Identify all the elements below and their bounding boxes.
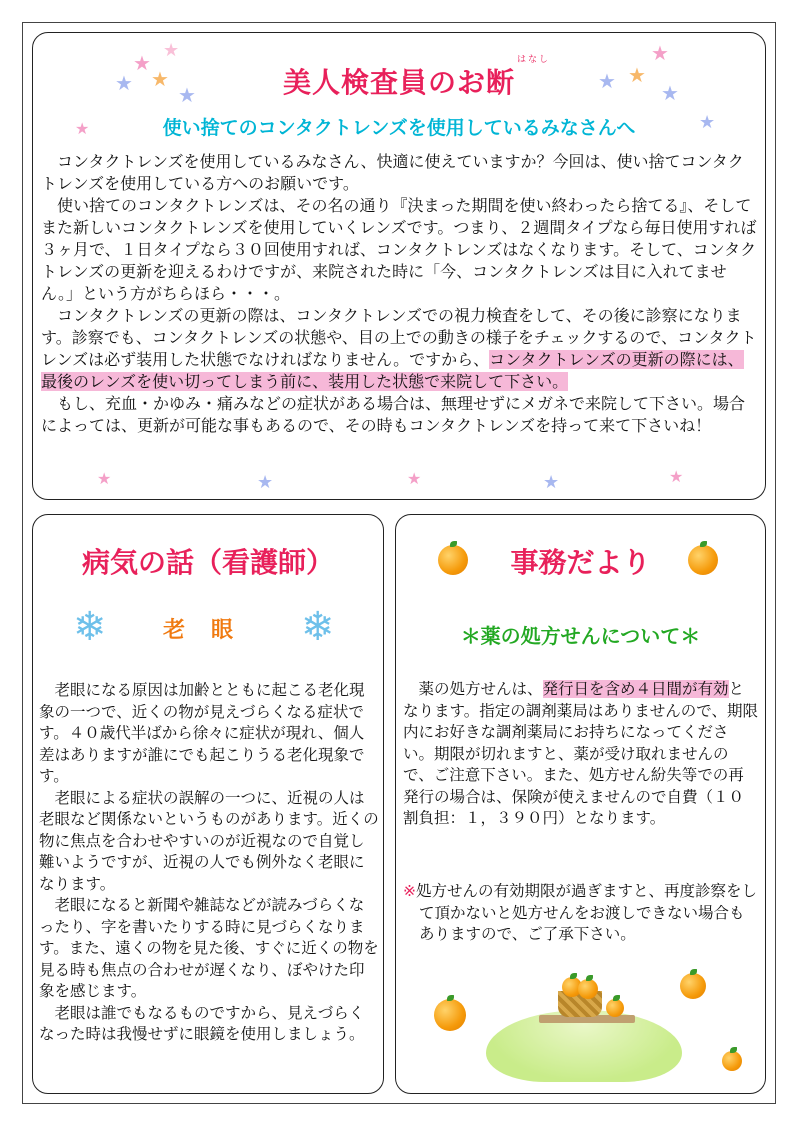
right-paragraph-text: 薬の処方せんは、 [418,680,543,698]
orange-icon [722,1051,742,1071]
right-title: 事務だより [510,546,651,579]
star-icon: ★ [133,51,151,75]
star-icon: ★ [97,469,112,488]
star-icon: ★ [669,467,684,486]
note [403,881,759,946]
top-paragraph-text: コンタクトレンズの更新の際は、コンタクトレンズでの視力検査をして、その後に診察になります。診察でも、コンタクトレンズの状態や、目の上での動きの様子をチェックするので、コンタクトレンズは必ず装用した状態でなければなりません。ですから、 [41,306,757,369]
top-paragraph [41,305,759,393]
top-paragraph: コンタクトレンズを使用しているみなさん、快適に使えていますか？今回は、使い捨てコンタクトレンズを使用している方へのお願いです。 [41,152,744,193]
star-icon: ★ [257,472,274,493]
right-body [403,679,759,830]
orange-icon [578,979,598,999]
left-subtitle: 老眼 [163,618,260,643]
star-icon: ★ [407,469,422,488]
star-icon: ★ [598,69,616,93]
star-icon: ★ [628,63,646,87]
note-mark: ※ [403,882,416,900]
top-paragraph: もし、充血・かゆみ・痛みなどの症状がある場合は、無理せずにメガネで来院して下さい。場合によっては、更新が可能な事もあるので、その時もコンタクトレンズを持って来て下さいね！ [41,394,746,435]
top-section [32,32,766,500]
left-title: 病気の話（看護師） [81,546,334,579]
star-icon: ★ [75,119,90,138]
star-icon: ★ [651,41,669,65]
orange-icon [606,999,624,1017]
right-subtitle: ＊薬の処方せんについて＊ [460,624,701,648]
left-paragraph: 老眼になると新聞や雑誌などが読みづらくなったり、字を書いたりする時に見づらくなります。また、遠くの物を見た後、すぐに近くの物を見る時も焦点の合わせが遅くなり、ぼやけた印象を感じます。 [39,896,379,1000]
highlighted-text: 発行日を含め４日間が有効 [542,680,729,698]
note-text: 処方せんの有効期限が過ぎますと、再度診察をして頂かないと処方せんをお渡しできない場合もありますので、ご了承下さい。 [416,882,758,943]
snowflake-icon: ❄ [301,604,335,650]
top-paragraph: 使い捨てのコンタクトレンズは、その名の通り『決まった期間を使い終わったら捨てる』、そしてまた新しいコンタクトレンズを使用していくレンズです。つまり、２週間タイプなら毎日使用すれば３ヶ月で、１日タイプなら３０回使用すれば、コンタクトレンズはなくなります。そして、コンタクトレンズの更新を迎えるわけですが、来院された時に「今、コンタクトレンズは目に入れてません。」という方がちらほら・・・。 [41,196,757,303]
title-ruby: はなし [517,55,551,65]
highlighted-text: コンタクトレンズの更新の際には、最後のレンズを使い切ってしまう前に、装用した状態で来院して下さい。 [41,350,744,391]
star-icon: ★ [178,83,196,107]
right-paragraph-text: となります。指定の調剤薬局はありませんので、期限内にお好きな調剤薬局にお持ちになってください。期限が切れますと、薬が受け取れませんので、ご注意下さい。また、処方せん紛失等での再発行の場合は、保険が使えませんので自費（１０割負担：１，３９０円）となります。 [403,680,758,827]
star-icon: ★ [151,67,169,91]
left-body [39,680,379,1046]
top-body [41,151,759,437]
star-icon: ★ [115,71,133,95]
top-subtitle: 使い捨てのコンタクトレンズを使用しているみなさんへ [162,117,636,139]
orange-icon [434,999,466,1031]
star-icon: ★ [699,112,716,133]
left-paragraph: 老眼になる原因は加齢とともに起こる老化現象の一つで、近くの物が見えづらくなる症状です。４０歳代半ばから徐々に症状が現れ、個人差はありますが誰にでも起こりうる老化現象です。 [39,681,365,785]
left-section [32,514,384,1094]
orange-icon [680,973,706,999]
left-paragraph: 老眼による症状の誤解の一つに、近視の人は老眼など関係ないというものがあります。近くの物に焦点を合わせやすいのが近視なので自覚し難いようですが、近視の人でも例外なく老眼になります。 [39,788,379,893]
right-section [395,514,766,1094]
left-paragraph: 老眼は誰でもなるものですから、見えづらくなった時は我慢せずに眼鏡を使用しましょう。 [39,1003,365,1043]
star-icon: ★ [543,472,560,493]
snowflake-icon: ❄ [73,604,107,650]
star-icon: ★ [163,40,180,61]
page-title: 美人検査員のお断 [282,66,515,99]
star-icon: ★ [661,81,679,105]
right-paragraph [403,679,759,830]
